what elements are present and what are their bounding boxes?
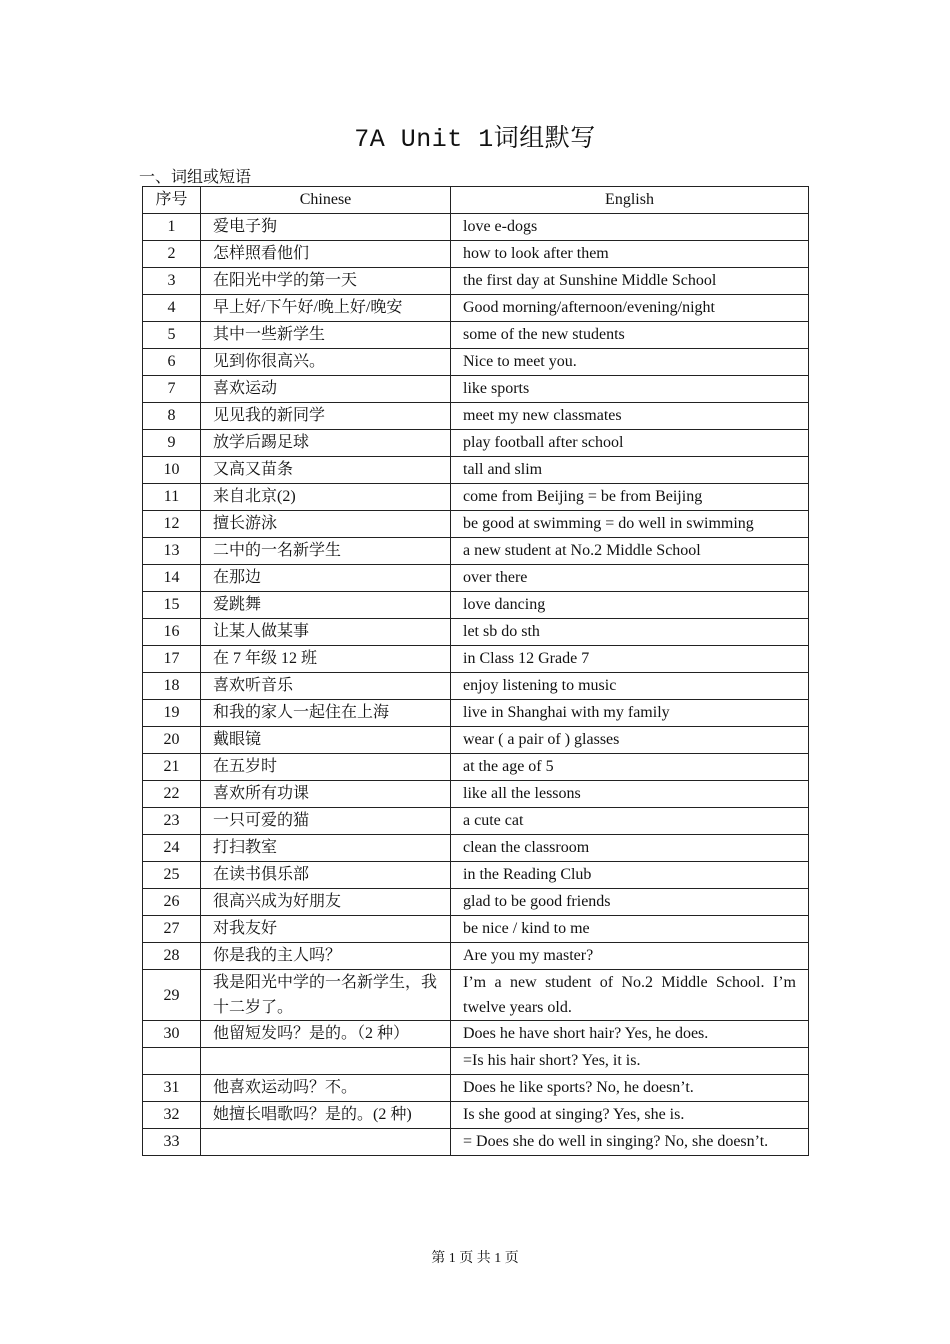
row-number: 15 xyxy=(143,592,201,619)
table-row xyxy=(143,457,809,484)
row-number: 24 xyxy=(143,835,201,862)
english-phrase: a new student at No.2 Middle School xyxy=(451,538,809,565)
chinese-phrase: 来自北京(2) xyxy=(201,484,451,511)
chinese-phrase: 我是阳光中学的一名新学生，我十二岁了。 xyxy=(201,970,451,1021)
table-row xyxy=(143,889,809,916)
table-row xyxy=(143,484,809,511)
chinese-phrase: 很高兴成为好朋友 xyxy=(201,889,451,916)
english-phrase: over there xyxy=(451,565,809,592)
row-number: 31 xyxy=(143,1075,201,1102)
table-row xyxy=(143,808,809,835)
table-row xyxy=(143,403,809,430)
row-number: 7 xyxy=(143,376,201,403)
chinese-phrase: 在那边 xyxy=(201,565,451,592)
row-number: 32 xyxy=(143,1102,201,1129)
chinese-phrase: 他喜欢运动吗？不。 xyxy=(201,1075,451,1102)
row-number: 21 xyxy=(143,754,201,781)
section-heading: 一、词组或短语 xyxy=(139,169,252,186)
row-number: 2 xyxy=(143,241,201,268)
table-row xyxy=(143,1102,809,1129)
english-phrase: like all the lessons xyxy=(451,781,809,808)
row-number: 13 xyxy=(143,538,201,565)
english-phrase: be good at swimming = do well in swimming xyxy=(451,511,809,538)
table-header-row xyxy=(143,187,809,214)
row-number: 18 xyxy=(143,673,201,700)
table-row xyxy=(143,1129,809,1156)
english-phrase: Does he like sports? No, he doesn’t. xyxy=(451,1075,809,1102)
chinese-phrase: 打扫教室 xyxy=(201,835,451,862)
chinese-phrase: 怎样照看他们 xyxy=(201,241,451,268)
chinese-phrase: 见到你很高兴。 xyxy=(201,349,451,376)
english-phrase: a cute cat xyxy=(451,808,809,835)
table-row xyxy=(143,673,809,700)
row-number: 8 xyxy=(143,403,201,430)
page-title: 7A Unit 1词组默写 xyxy=(354,125,596,154)
chinese-phrase: 擅长游泳 xyxy=(201,511,451,538)
table-row xyxy=(143,754,809,781)
chinese-phrase: 戴眼镜 xyxy=(201,727,451,754)
row-number: 16 xyxy=(143,619,201,646)
english-phrase: love e-dogs xyxy=(451,214,809,241)
english-phrase: the first day at Sunshine Middle School xyxy=(451,268,809,295)
english-phrase: in the Reading Club xyxy=(451,862,809,889)
table-row xyxy=(143,835,809,862)
row-number: 33 xyxy=(143,1129,201,1156)
english-phrase: let sb do sth xyxy=(451,619,809,646)
english-phrase: clean the classroom xyxy=(451,835,809,862)
table-row xyxy=(143,565,809,592)
header-number: 序号 xyxy=(143,187,201,214)
table-row xyxy=(143,241,809,268)
table-row xyxy=(143,592,809,619)
chinese-phrase: 你是我的主人吗？ xyxy=(201,943,451,970)
chinese-phrase xyxy=(201,1048,451,1075)
chinese-phrase: 放学后踢足球 xyxy=(201,430,451,457)
english-phrase: = Does she do well in singing? No, she doesn’t. xyxy=(451,1129,809,1156)
row-number: 26 xyxy=(143,889,201,916)
english-phrase: in Class 12 Grade 7 xyxy=(451,646,809,673)
chinese-phrase: 让某人做某事 xyxy=(201,619,451,646)
chinese-phrase: 爱跳舞 xyxy=(201,592,451,619)
table-row xyxy=(143,781,809,808)
english-phrase: Good morning/afternoon/evening/night xyxy=(451,295,809,322)
row-number: 10 xyxy=(143,457,201,484)
chinese-phrase xyxy=(201,1129,451,1156)
chinese-phrase: 对我友好 xyxy=(201,916,451,943)
english-phrase: =Is his hair short? Yes, it is. xyxy=(451,1048,809,1075)
chinese-phrase: 在五岁时 xyxy=(201,754,451,781)
chinese-phrase: 又高又苗条 xyxy=(201,457,451,484)
table-row xyxy=(143,1021,809,1048)
english-phrase: at the age of 5 xyxy=(451,754,809,781)
english-phrase: live in Shanghai with my family xyxy=(451,700,809,727)
chinese-phrase: 在读书俱乐部 xyxy=(201,862,451,889)
row-number: 29 xyxy=(143,970,201,1021)
english-phrase: be nice / kind to me xyxy=(451,916,809,943)
english-phrase: Are you my master? xyxy=(451,943,809,970)
english-phrase: Does he have short hair? Yes, he does. xyxy=(451,1021,809,1048)
row-number: 22 xyxy=(143,781,201,808)
row-number: 1 xyxy=(143,214,201,241)
chinese-phrase: 喜欢运动 xyxy=(201,376,451,403)
row-number: 6 xyxy=(143,349,201,376)
row-number: 20 xyxy=(143,727,201,754)
table-row xyxy=(143,646,809,673)
table-row xyxy=(143,538,809,565)
table-row xyxy=(143,1075,809,1102)
chinese-phrase: 在阳光中学的第一天 xyxy=(201,268,451,295)
vocabulary-table xyxy=(142,186,809,1156)
chinese-phrase: 其中一些新学生 xyxy=(201,322,451,349)
english-phrase: play football after school xyxy=(451,430,809,457)
chinese-phrase: 她擅长唱歌吗？是的。(2 种) xyxy=(201,1102,451,1129)
table-row xyxy=(143,700,809,727)
table-row xyxy=(143,970,809,1021)
table-row xyxy=(143,349,809,376)
chinese-phrase: 喜欢所有功课 xyxy=(201,781,451,808)
chinese-phrase: 他留短发吗？是的。（2 种） xyxy=(201,1021,451,1048)
table-body xyxy=(143,214,809,1156)
row-number: 23 xyxy=(143,808,201,835)
english-phrase: tall and slim xyxy=(451,457,809,484)
table-row xyxy=(143,862,809,889)
row-number: 17 xyxy=(143,646,201,673)
row-number: 25 xyxy=(143,862,201,889)
header-chinese: Chinese xyxy=(201,187,451,214)
chinese-phrase: 见见我的新同学 xyxy=(201,403,451,430)
row-number: 11 xyxy=(143,484,201,511)
chinese-phrase: 在 7 年级 12 班 xyxy=(201,646,451,673)
row-number: 9 xyxy=(143,430,201,457)
english-phrase: come from Beijing = be from Beijing xyxy=(451,484,809,511)
chinese-phrase: 爱电子狗 xyxy=(201,214,451,241)
header-english: English xyxy=(451,187,809,214)
row-number xyxy=(143,1048,201,1075)
table-row xyxy=(143,430,809,457)
table-row xyxy=(143,511,809,538)
row-number: 5 xyxy=(143,322,201,349)
english-phrase: some of the new students xyxy=(451,322,809,349)
table-row xyxy=(143,727,809,754)
row-number: 19 xyxy=(143,700,201,727)
row-number: 14 xyxy=(143,565,201,592)
chinese-phrase: 早上好/下午好/晚上好/晚安 xyxy=(201,295,451,322)
chinese-phrase: 一只可爱的猫 xyxy=(201,808,451,835)
row-number: 3 xyxy=(143,268,201,295)
table-row xyxy=(143,322,809,349)
page-footer: 第 1 页 共 1 页 xyxy=(431,1251,519,1266)
english-phrase: I’m a new student of No.2 Middle School. I’m twelve years old. xyxy=(451,970,809,1021)
english-phrase: enjoy listening to music xyxy=(451,673,809,700)
table-row xyxy=(143,1048,809,1075)
chinese-phrase: 和我的家人一起住在上海 xyxy=(201,700,451,727)
table-row xyxy=(143,268,809,295)
english-phrase: meet my new classmates xyxy=(451,403,809,430)
chinese-phrase: 喜欢听音乐 xyxy=(201,673,451,700)
english-phrase: wear ( a pair of ) glasses xyxy=(451,727,809,754)
row-number: 28 xyxy=(143,943,201,970)
row-number: 27 xyxy=(143,916,201,943)
english-phrase: how to look after them xyxy=(451,241,809,268)
table-row xyxy=(143,619,809,646)
english-phrase: Is she good at singing? Yes, she is. xyxy=(451,1102,809,1129)
row-number: 4 xyxy=(143,295,201,322)
table-row xyxy=(143,295,809,322)
english-phrase: love dancing xyxy=(451,592,809,619)
english-phrase: Nice to meet you. xyxy=(451,349,809,376)
english-phrase: glad to be good friends xyxy=(451,889,809,916)
table-row xyxy=(143,916,809,943)
row-number: 30 xyxy=(143,1021,201,1048)
english-phrase: like sports xyxy=(451,376,809,403)
table-row xyxy=(143,376,809,403)
chinese-phrase: 二中的一名新学生 xyxy=(201,538,451,565)
table-row xyxy=(143,943,809,970)
table-row xyxy=(143,214,809,241)
row-number: 12 xyxy=(143,511,201,538)
